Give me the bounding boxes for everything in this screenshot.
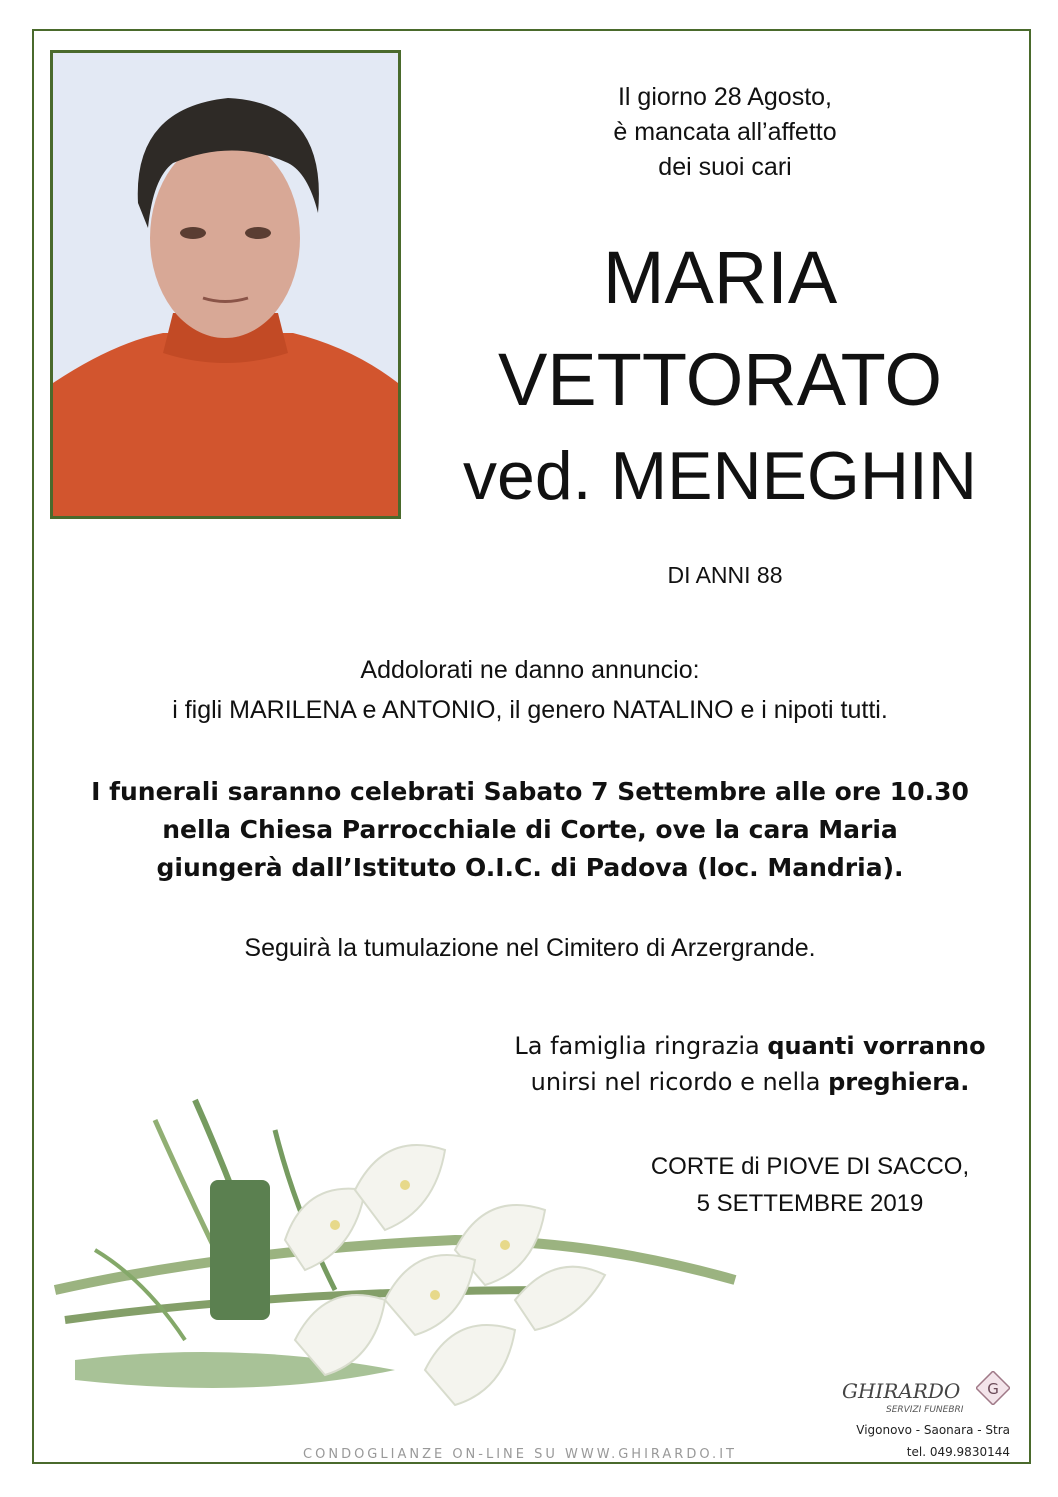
announcement-line: Addolorati ne danno annuncio: bbox=[360, 656, 700, 684]
intro-line: Il giorno 28 Agosto, bbox=[617, 83, 833, 111]
place-line: CORTE di PIOVE DI SACCO, bbox=[650, 1153, 970, 1180]
first-name: MARIA bbox=[602, 236, 838, 319]
funeral-line: giungerà dall’Istituto O.I.C. di Padova (loc. Mandria). bbox=[156, 853, 904, 882]
funeral-line: I funerali saranno celebrati Sabato 7 Settembre alle ore 10.30 bbox=[91, 777, 969, 806]
funeral-details bbox=[80, 773, 980, 887]
last-name: VETTORATO bbox=[497, 338, 943, 421]
date-line: 5 SETTEMBRE 2019 bbox=[696, 1190, 924, 1217]
calla-lily-bouquet bbox=[35, 1040, 775, 1460]
logo-phone: tel. 049.9830144 bbox=[906, 1445, 1010, 1459]
diamond-g-icon bbox=[976, 1371, 1010, 1405]
logo-brand: GHIRARDO bbox=[842, 1379, 961, 1403]
logo-address: Vigonovo - Saonara - Stra bbox=[856, 1423, 1010, 1437]
intro-line: dei suoi cari bbox=[658, 153, 792, 181]
funeral-home-logo bbox=[820, 1373, 1020, 1463]
burial-notice: Seguirà la tumulazione nel Cimitero di Arzergrande. bbox=[244, 934, 816, 962]
announcement-line: i figli MARILENA e ANTONIO, il genero NATALINO e i nipoti tutti. bbox=[172, 696, 888, 724]
funeral-line: nella Chiesa Parrocchiale di Corte, ove la cara Maria bbox=[162, 815, 898, 844]
thanks-text: La famiglia ringrazia bbox=[514, 1032, 768, 1060]
age: DI ANNI 88 bbox=[667, 562, 783, 588]
thanks-text-bold: quanti vorranno bbox=[767, 1032, 986, 1060]
logo-mark-letter: G bbox=[987, 1380, 999, 1398]
condolences-footer: CONDOGLIANZE ON-LINE SU WWW.GHIRARDO.IT bbox=[303, 1447, 737, 1462]
thanks-text: unirsi nel ricordo e nella bbox=[530, 1068, 829, 1096]
intro-text bbox=[565, 80, 885, 185]
intro-line: è mancata all’affetto bbox=[613, 118, 837, 146]
logo-contact bbox=[820, 1419, 1010, 1463]
place-date bbox=[560, 1148, 1058, 1222]
portrait-photo bbox=[50, 50, 401, 519]
announcement bbox=[80, 650, 980, 730]
married-name: ved. MENEGHIN bbox=[463, 438, 977, 514]
logo-subtitle: SERVIZI FUNEBRI bbox=[886, 1405, 964, 1415]
thanks-text-bold: preghiera. bbox=[828, 1068, 970, 1096]
thanks-message bbox=[470, 1028, 1030, 1100]
